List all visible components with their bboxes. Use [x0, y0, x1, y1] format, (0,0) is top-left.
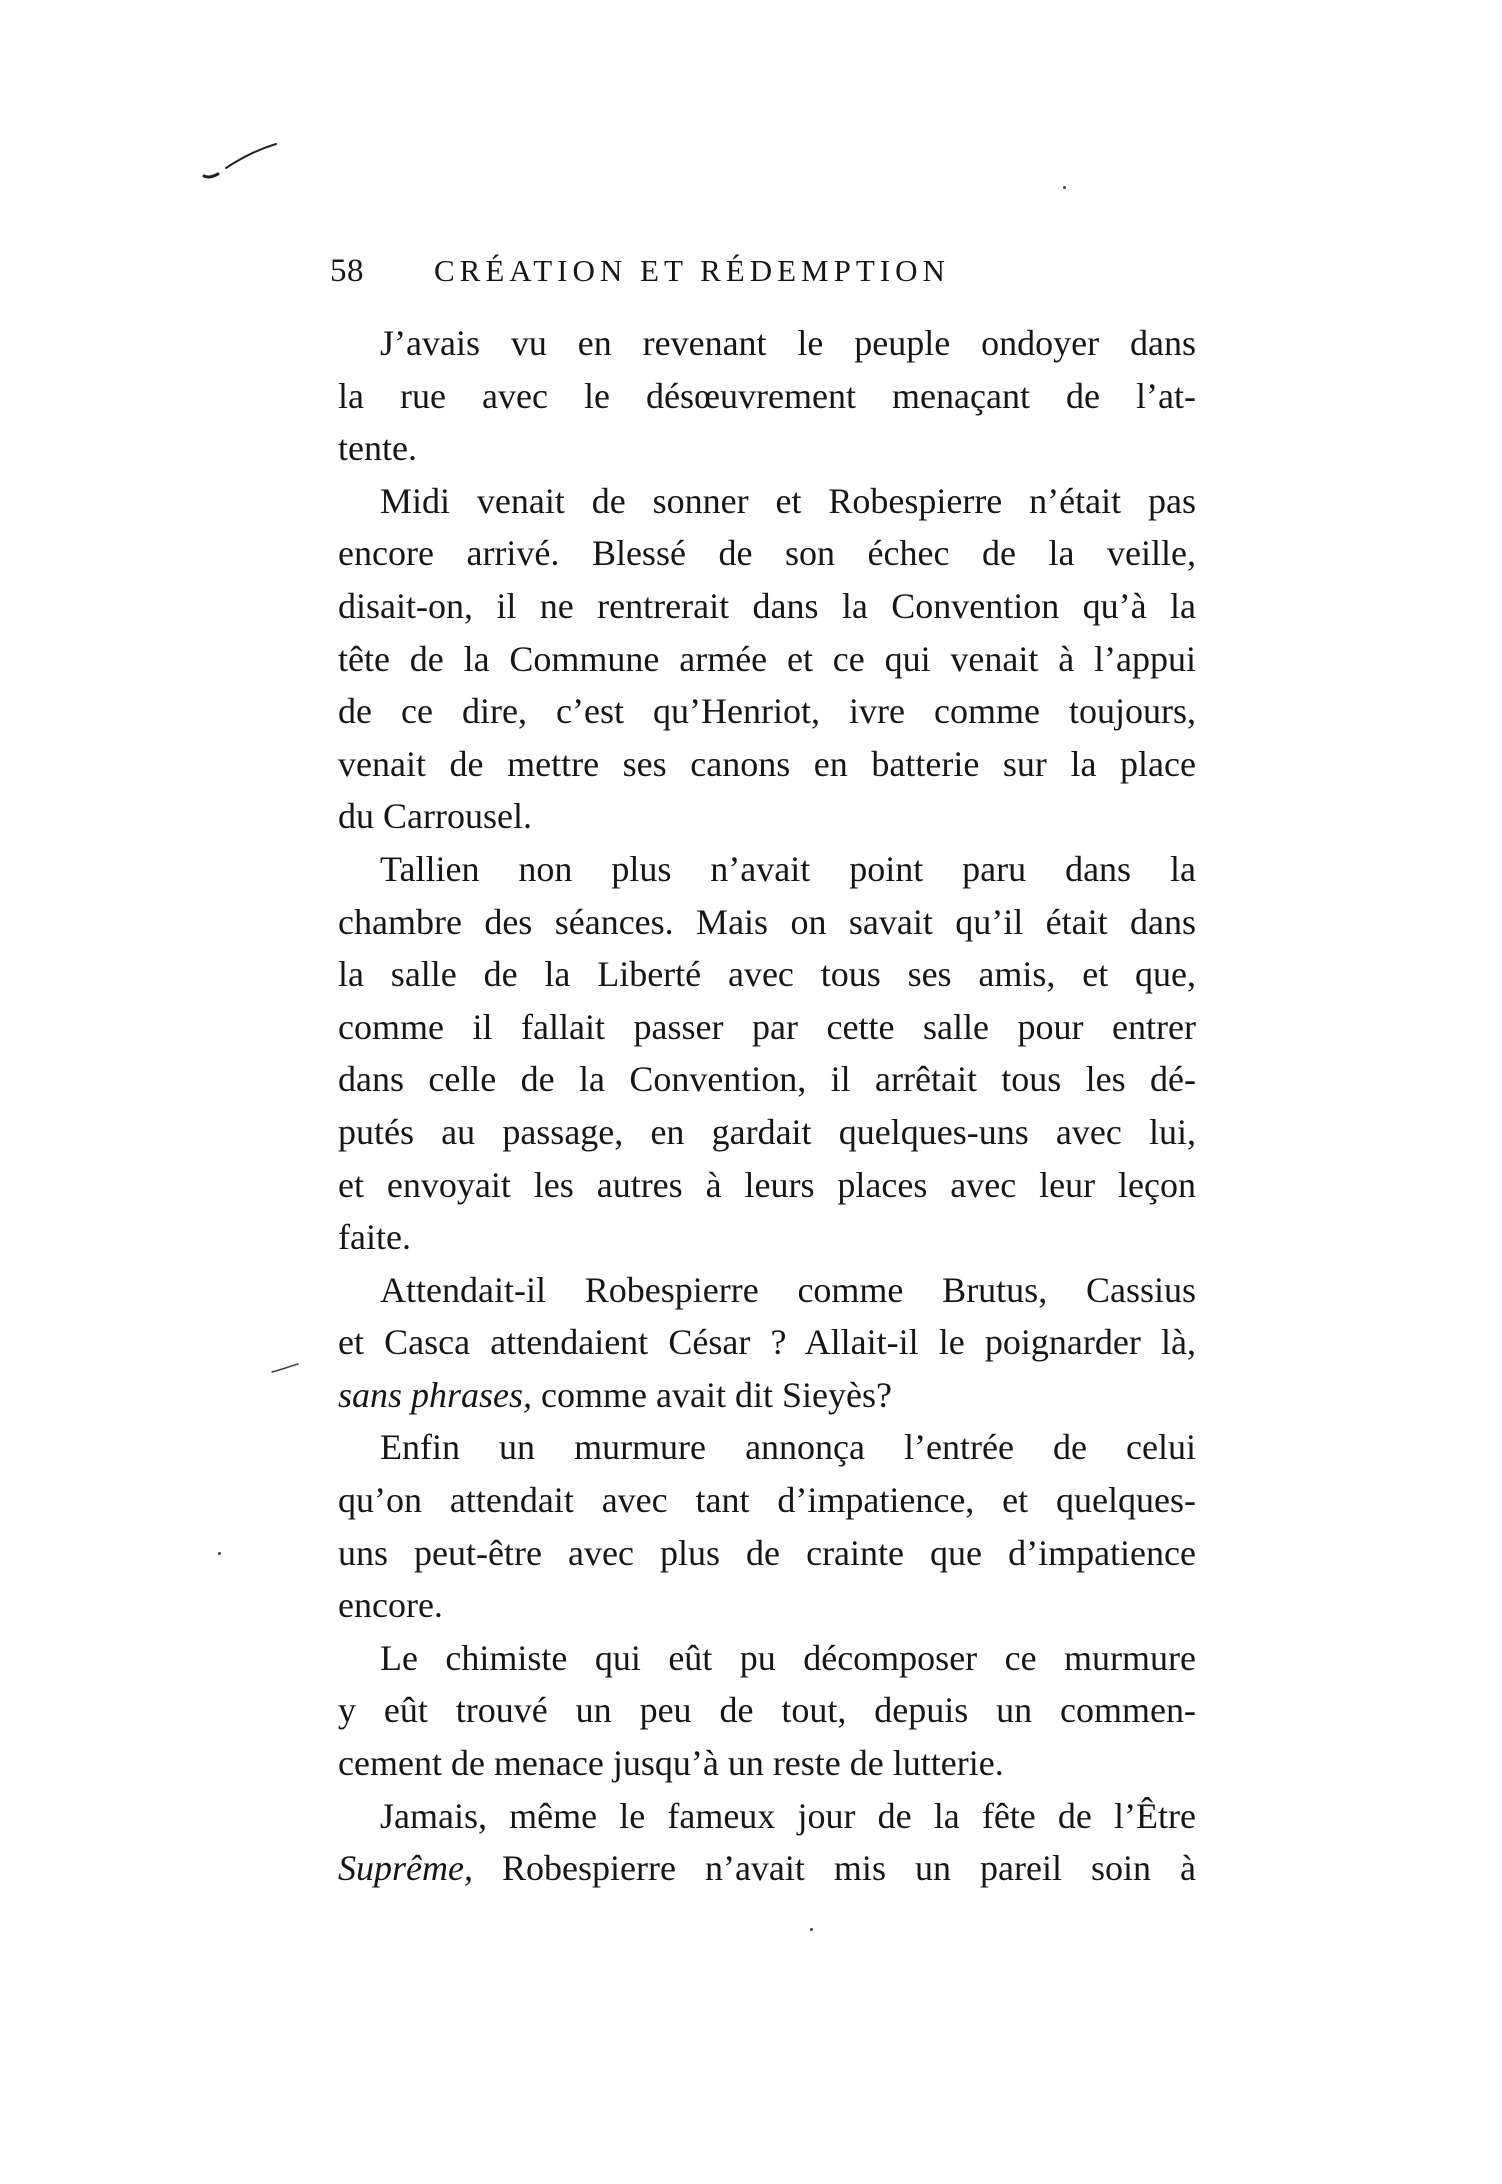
pencil-mark-icon: [196, 140, 286, 190]
paragraph-2: [338, 475, 1196, 843]
running-title: CRÉATION ET RÉDEMPTION: [434, 253, 950, 288]
text-line: et Casca attendaient César ? Allait-il le poignarder là,: [338, 1322, 1196, 1363]
text-line: faite.: [338, 1217, 411, 1258]
text-line: la salle de la Liberté avec tous ses amis, et que,: [338, 954, 1196, 995]
running-head: [330, 247, 1230, 295]
text-line: chambre des séances. Mais on savait qu’il était dans: [338, 901, 1196, 942]
text-line: Attendait-il Robespierre comme Brutus, Cassius: [380, 1269, 1196, 1310]
paragraph-5: [338, 1421, 1196, 1631]
text-line: tête de la Commune armée et ce qui venait à l’appui: [338, 638, 1196, 679]
text-line: dans celle de la Convention, il arrêtait tous les dé-: [338, 1059, 1196, 1100]
text-line: venait de mettre ses canons en batterie sur la place: [338, 743, 1196, 784]
text-line: [338, 1369, 1196, 1422]
text-line: de ce dire, c’est qu’Henriot, ivre comme toujours,: [338, 691, 1196, 732]
text-line: y eût trouvé un peu de tout, depuis un commen-: [338, 1690, 1196, 1731]
text-line: J’avais vu en revenant le peuple ondoyer dans: [380, 323, 1196, 363]
text-line: cement de menace jusqu’à un reste de lutterie.: [338, 1743, 1004, 1784]
ink-speck: [810, 1928, 813, 1931]
body-text: [338, 317, 1196, 1895]
text-line: encore.: [338, 1585, 443, 1626]
text-line: et envoyait les autres à leurs places avec leur leçon: [338, 1164, 1196, 1205]
text-line: putés au passage, en gardait quelques-uns avec lui,: [338, 1111, 1196, 1152]
text-line: la rue avec le désœuvrement menaçant de l’at-: [338, 375, 1196, 416]
page-number: 58: [330, 253, 364, 289]
text-line: Le chimiste qui eût pu décomposer ce murmure: [380, 1637, 1196, 1678]
text-line: disait-on, il ne rentrerait dans la Convention qu’à la: [338, 585, 1196, 626]
paragraph-6: [338, 1632, 1196, 1790]
ink-speck: [218, 1552, 221, 1555]
paragraph-1: [338, 317, 1196, 475]
paragraph-3: [338, 843, 1196, 1264]
text-line: qu’on attendait avec tant d’impatience, et quelques-: [338, 1480, 1196, 1521]
italic-phrase: sans phrases,: [338, 1374, 533, 1415]
text-line: Tallien non plus n’avait point paru dans la: [380, 848, 1196, 889]
text-line: tente.: [338, 428, 417, 469]
text-run: Robespierre n’avait mis un pareil soin à: [472, 1848, 1196, 1889]
text-line: Enfin un murmure annonça l’entrée de celui: [380, 1427, 1196, 1468]
text-line: comme il fallait passer par cette salle pour entrer: [338, 1006, 1196, 1047]
text-line: Jamais, même le fameux jour de la fête de l’Être: [380, 1795, 1196, 1836]
text-line: encore arrivé. Blessé de son échec de la veille,: [338, 533, 1196, 574]
text-line: [338, 1842, 1196, 1895]
paragraph-7: [338, 1790, 1196, 1895]
text-line: uns peut-être avec plus de crainte que d’impatience: [338, 1532, 1196, 1573]
ink-speck: [1063, 186, 1066, 189]
margin-dash-icon: [270, 1360, 300, 1376]
paragraph-4: [338, 1264, 1196, 1422]
text-run: comme avait dit Sieyès?: [532, 1374, 892, 1415]
italic-phrase: Suprême,: [338, 1848, 473, 1889]
text-line: Midi venait de sonner et Robespierre n’était pas: [380, 480, 1196, 521]
text-line: du Carrousel.: [338, 796, 532, 837]
